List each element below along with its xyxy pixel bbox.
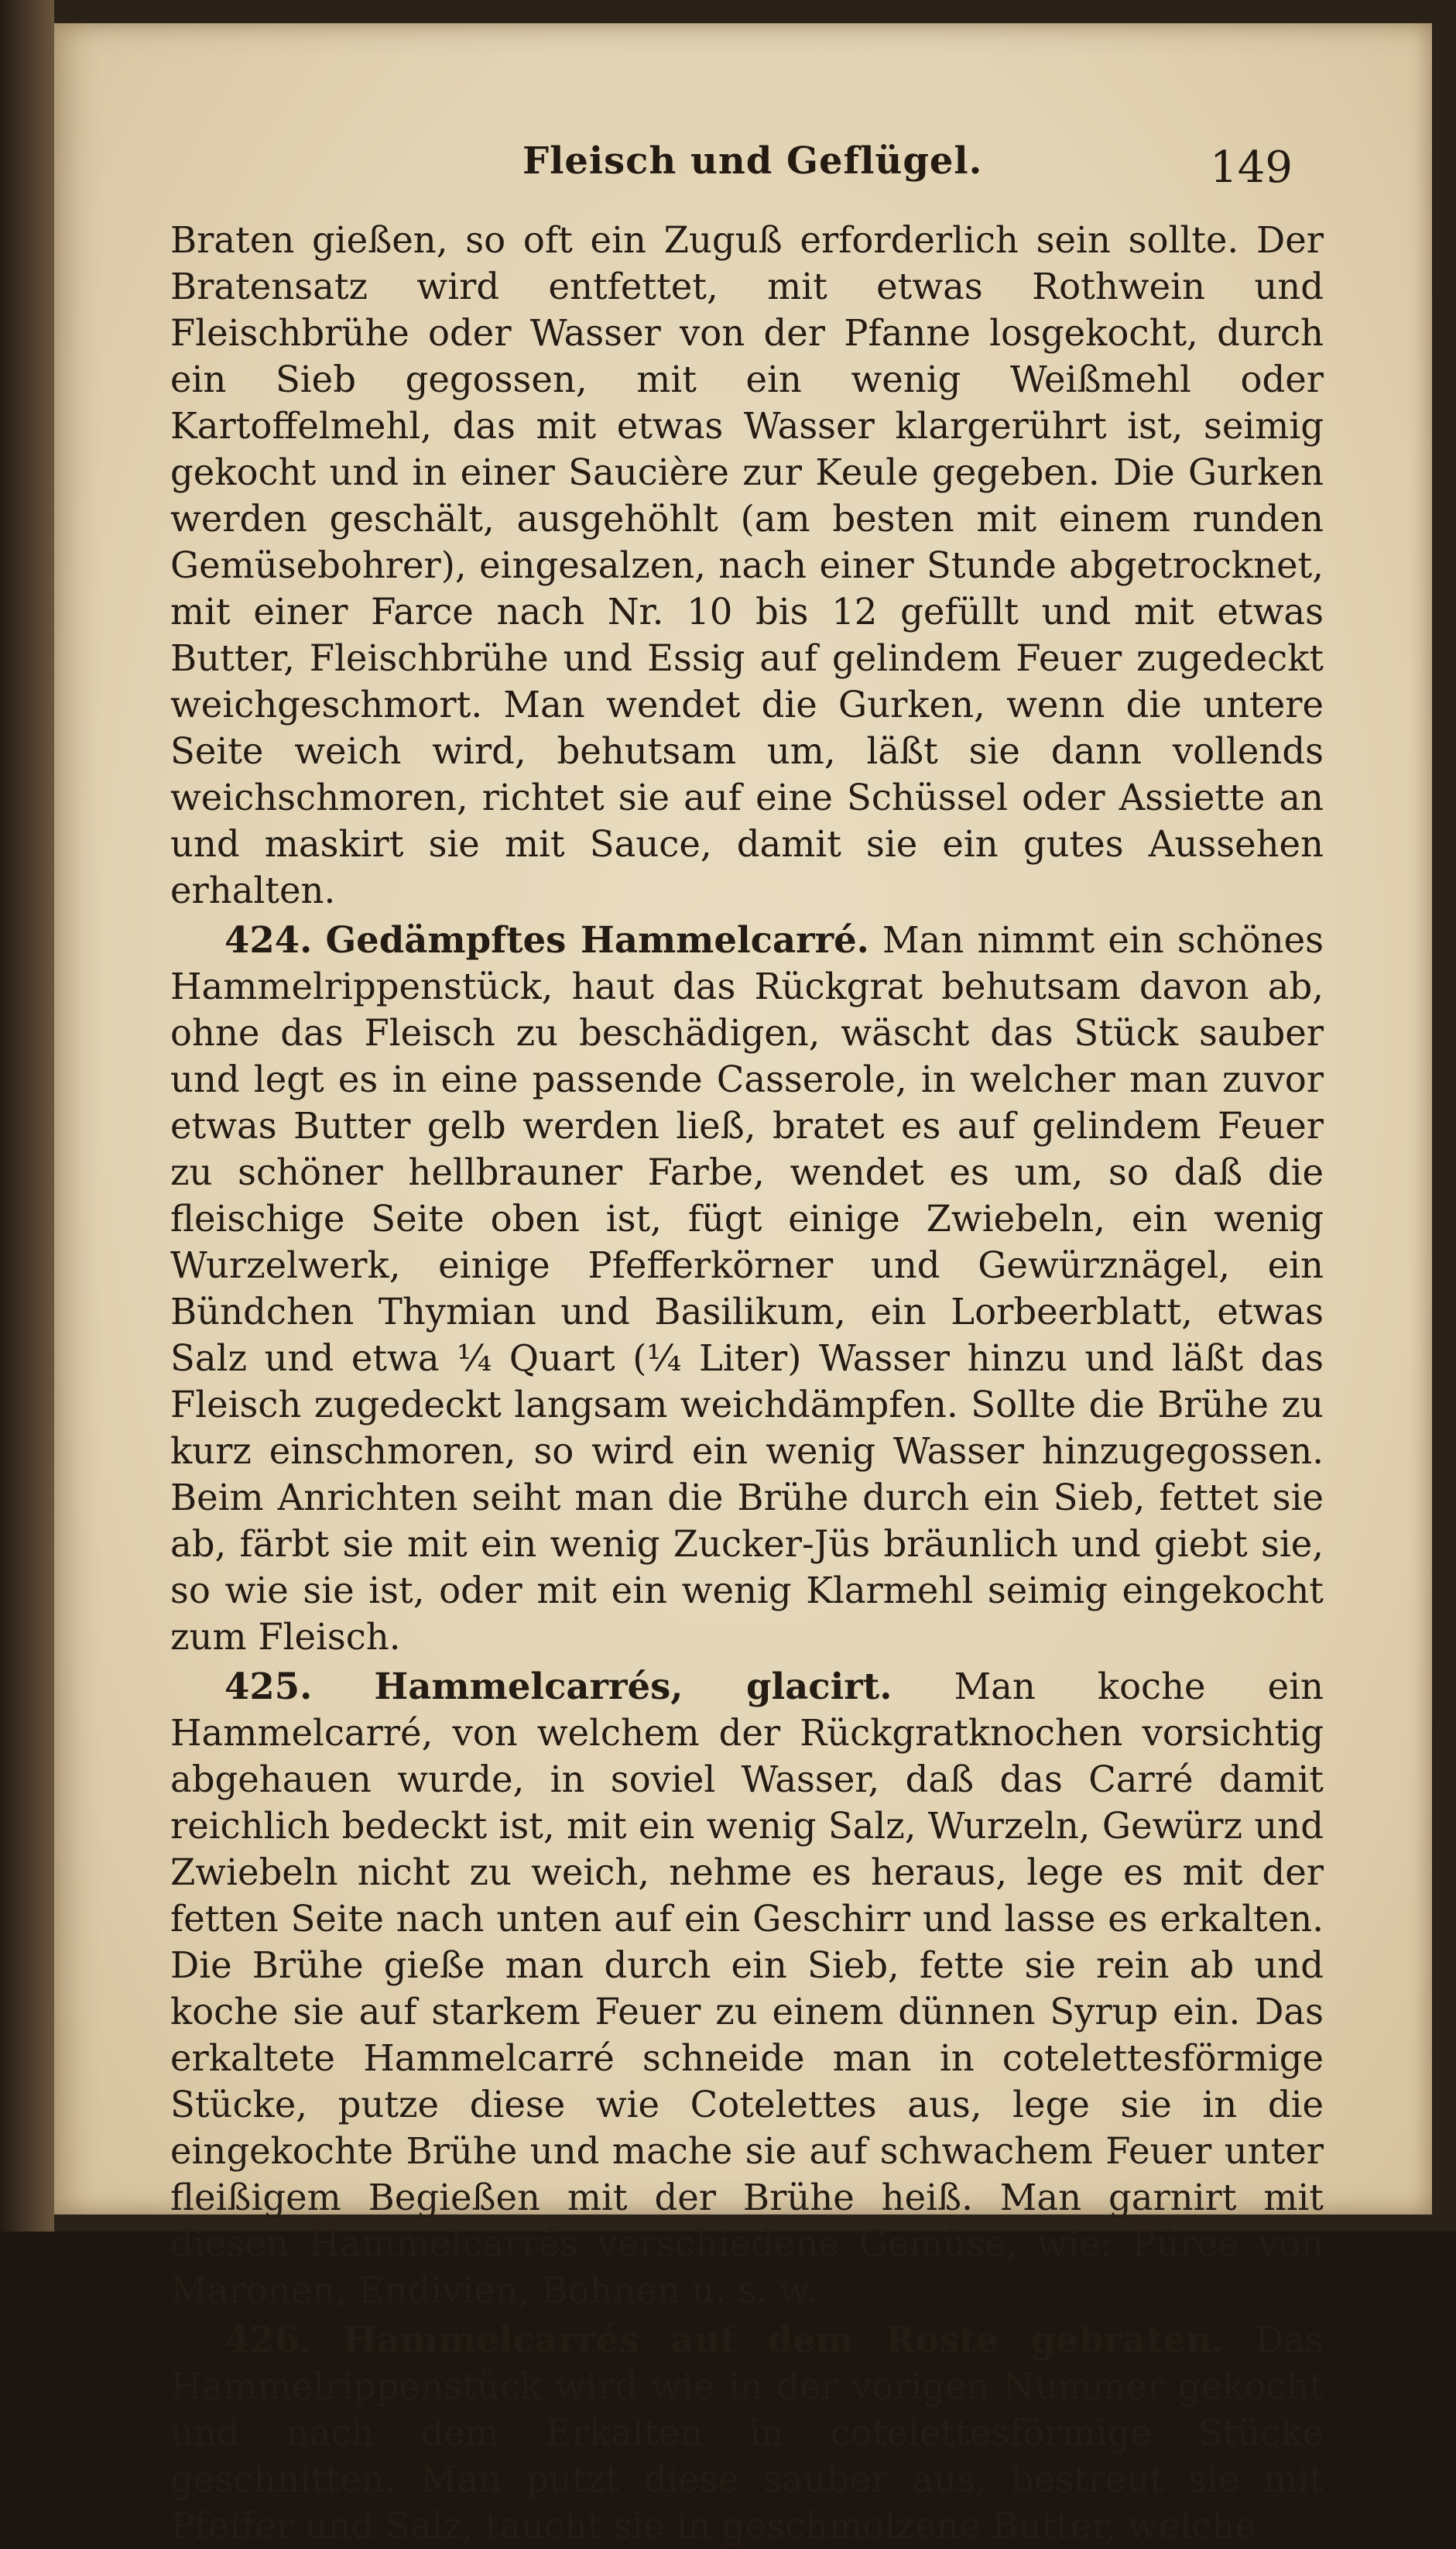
recipe-text: Das Hammelrippenstück wird wie in der vorigen Nummer gekocht und nach dem Erkalten in cotelettesförmige Stücke geschnitten. Man putzt diese sauber aus, bestreut sie mit Pfeffer und Salz, taucht sie in geschmolzene Butter, welche xyxy=(170,2319,1324,2547)
recipe-heading: Hammelcarrés, glacirt. xyxy=(374,1665,892,1707)
running-head xyxy=(54,139,1432,194)
recipe-number: 425. xyxy=(224,1665,313,1707)
page-sheet xyxy=(54,23,1432,2547)
paragraph-continuation xyxy=(170,217,1324,914)
running-title: Fleisch und Geflügel. xyxy=(522,139,983,183)
book-spine-gutter xyxy=(0,0,54,2232)
recipe-number: 424. xyxy=(224,918,313,961)
recipe-number: 426. xyxy=(224,2318,313,2361)
recipe-426 xyxy=(170,2317,1324,2549)
recipe-heading: Hammelcarrés auf dem Roste gebraten. xyxy=(342,2318,1225,2361)
recipe-424 xyxy=(170,917,1324,1660)
recipe-heading: Gedämpftes Hammelcarré. xyxy=(325,918,869,961)
recipe-text: Man nimmt ein schönes Hammelrippenstück, haut das Rückgrat behutsam davon ab, ohne das Fleisch zu beschädigen, wäscht das Stück sauber und legt es in eine passende Casserole, in welcher man zuvor etwas Butter gelb werden ließ, bratet es auf gelindem Feuer zu schöner hellbrauner Farbe, wendet es um, so daß die fleischige Seite oben ist, fügt einige Zwiebeln, ein wenig Wurzelwerk, einige Pfefferkörner und Gewürznägel, ein Bündchen Thymian und Basilikum, ein Lorbeerblatt, etwas Salz und etwa ¼ Quart (¼ Liter) Wasser hinzu und läßt das Fleisch zugedeckt langsam weichdämpfen. Sollte die Brühe zu kurz einschmoren, so wird ein wenig Wasser hinzugegossen. Beim Anrichten seiht man die Brühe durch ein Sieb, fettet sie ab, färbt sie mit ein wenig Zucker-Jüs bräunlich und giebt sie, so wie sie ist, oder mit ein wenig Klarmehl seimig eingekocht zum Fleisch. xyxy=(170,919,1324,1658)
page-number: 149 xyxy=(1210,142,1293,193)
recipe-425 xyxy=(170,1663,1324,2314)
paragraph-text: Braten gießen, so oft ein Zuguß erforderlich sein sollte. Der Bratensatz wird entfettet, mit etwas Rothwein und Fleischbrühe oder Wasser von der Pfanne losgekocht, durch ein Sieb gegossen, mit ein wenig Weißmehl oder Kartoffelmehl, das mit etwas Wasser klargerührt ist, seimig gekocht und in einer Saucière zur Keule gegeben. Die Gurken werden geschält, ausgehöhlt (am besten mit einem runden Gemüsebohrer), eingesalzen, nach einer Stunde abgetrocknet, mit einer Farce nach Nr. 10 bis 12 gefüllt und mit etwas Butter, Fleischbrühe und Essig auf gelindem Feuer zugedeckt weichgeschmort. Man wendet die Gurken, wenn die untere Seite weich wird, behutsam um, läßt sie dann vollends weichschmoren, richtet sie auf eine Schüssel oder Assiette an und maskirt sie mit Sauce, damit sie ein gutes Aussehen erhalten. xyxy=(170,219,1324,911)
page-body xyxy=(170,217,1324,2549)
recipe-text: Man koche ein Hammelcarré, von welchem der Rückgratknochen vorsichtig abgehauen wurde, in soviel Wasser, daß das Carré damit reichlich bedeckt ist, mit ein wenig Salz, Wurzeln, Gewürz und Zwiebeln nicht zu weich, nehme es heraus, lege es mit der fetten Seite nach unten auf ein Geschirr und lasse es erkalten. Die Brühe gieße man durch ein Sieb, fette sie rein ab und koche sie auf starkem Feuer zu einem dünnen Syrup ein. Das erkaltete Hammelcarré schneide man in cotelettesförmige Stücke, putze diese wie Cotelettes aus, lege sie in die eingekochte Brühe und mache sie auf schwachem Feuer unter fleißigem Begießen mit der Brühe heiß. Man garnirt mit diesen Hammelcarrés verschiedene Gemüse, wie: Püree von Maronen, Endivien, Bohnen u. s. w. xyxy=(170,1666,1324,2311)
